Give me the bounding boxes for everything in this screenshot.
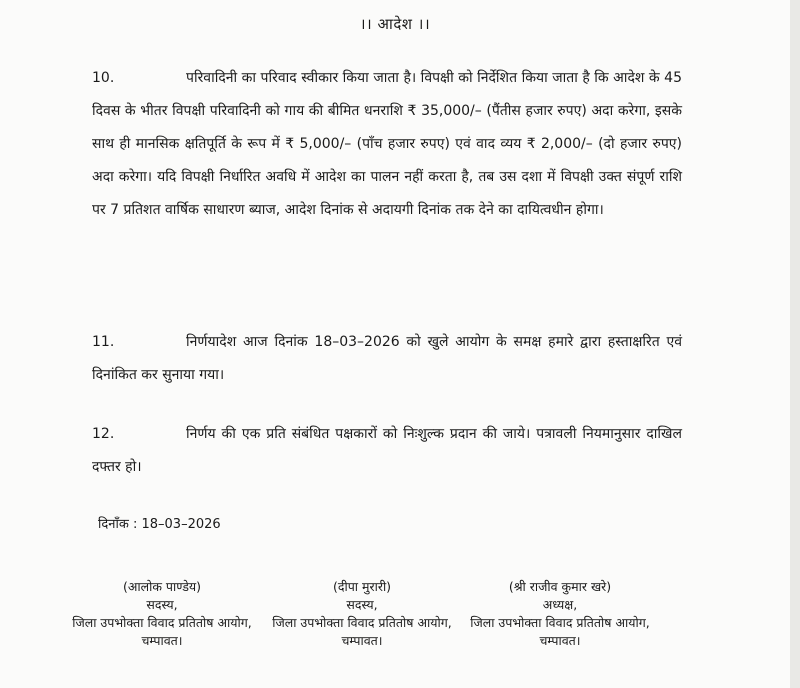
- paragraph-number: 12.: [92, 426, 115, 442]
- signatory-name: (दीपा मुरारी): [332, 579, 392, 594]
- signatory-office: जिला उपभोक्ता विवाद प्रतितोष आयोग,: [470, 615, 650, 630]
- signatory-place: चम्पावत।: [141, 633, 183, 648]
- order-date: दिनाँक : 18–03–2026: [98, 517, 221, 532]
- signatory-designation: सदस्य,: [146, 597, 178, 612]
- signatory-office: जिला उपभोक्ता विवाद प्रतितोष आयोग,: [272, 615, 452, 630]
- paragraph-text: परिवादिनी का परिवाद स्वीकार किया जाता है। विपक्षी को निर्देशित किया जाता है कि आदेश के 45 दिवस के भीतर विपक्षी परिवादिनी को गाय की बीमित धनराशि ₹ 35,000/– (पैंतीस हजार रुपए) अदा करेगा, इसके साथ ही मानसिक क्षतिपूर्ति के रूप में ₹ 5,000/– (पाँच हजार रुपए) एवं वाद व्यय ₹ 2,000/– (दो हजार रुपए) अदा करेगा। यदि विपक्षी निर्धारित अवधि में आदेश का पालन नहीं करता है, तब उस दशा में विपक्षी उक्त संपूर्ण राशि पर 7 प्रतिशत वार्षिक साधारण ब्याज, आदेश दिनांक से अदायगी दिनांक तक देने का दायित्वधीन होगा।: [92, 70, 682, 218]
- paragraph-number: 10.: [92, 70, 115, 86]
- signatory-designation: सदस्य,: [346, 597, 378, 612]
- signatory-place: चम्पावत।: [539, 633, 581, 648]
- signature-block-member-1: [62, 578, 262, 650]
- signature-block-president: [460, 578, 660, 650]
- signatory-name: (आलोक पाण्डेय): [122, 579, 202, 594]
- signatory-designation: अध्यक्ष,: [542, 597, 578, 612]
- signatory-office: जिला उपभोक्ता विवाद प्रतितोष आयोग,: [72, 615, 252, 630]
- signatory-place: चम्पावत।: [341, 633, 383, 648]
- signature-block-member-2: [262, 578, 462, 650]
- page-edge: [790, 0, 800, 688]
- order-heading: ।। आदेश ।।: [359, 15, 431, 33]
- signatory-name: (श्री राजीव कुमार खरे): [508, 579, 612, 594]
- paragraph-12: [92, 418, 682, 484]
- paragraph-10: [92, 62, 682, 227]
- paragraph-number: 11.: [92, 334, 115, 350]
- paragraph-11: [92, 326, 682, 392]
- paragraph-text: निर्णयादेश आज दिनांक 18–03–2026 को खुले आयोग के समक्ष हमारे द्वारा हस्ताक्षरित एवं दिनांकित कर सुनाया गया।: [92, 334, 682, 383]
- paragraph-text: निर्णय की एक प्रति संबंधित पक्षकारों को निःशुल्क प्रदान की जाये। पत्रावली नियमानुसार दाखिल दफ्तर हो।: [92, 426, 682, 475]
